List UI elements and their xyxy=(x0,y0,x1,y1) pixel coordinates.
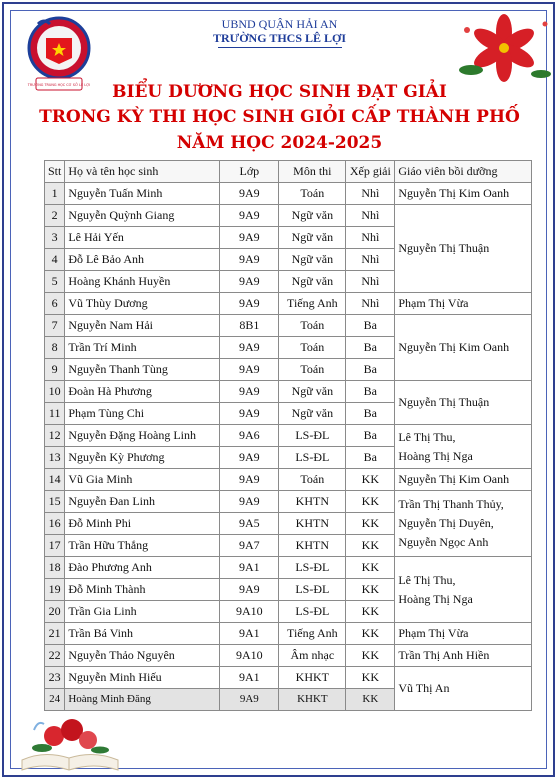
student-name-cell: Đoàn Hà Phương xyxy=(65,381,220,403)
teacher-name-line: Nguyễn Thị Duyên, xyxy=(398,516,494,530)
teacher-cell xyxy=(395,205,532,293)
class-cell: 9A9 xyxy=(220,579,279,601)
teacher-name-line: Lê Thị Thu, xyxy=(398,429,456,444)
class-cell: 9A9 xyxy=(220,359,279,381)
stt-cell: 6 xyxy=(45,293,65,315)
subject-cell: Ngữ văn xyxy=(279,227,346,249)
rank-cell: Ba xyxy=(346,359,395,381)
class-cell: 9A1 xyxy=(220,623,279,645)
student-name-cell: Trần Bá Vinh xyxy=(65,623,220,645)
teacher-cell xyxy=(395,315,532,381)
table-body xyxy=(45,183,532,711)
teacher-name-line: Lê Thị Thu, xyxy=(398,572,456,587)
student-name-cell: Hoàng Khánh Huyền xyxy=(65,271,220,293)
teacher-name-line: Nguyễn Thị Thuận xyxy=(398,241,490,255)
rank-cell: Ba xyxy=(346,403,395,425)
teacher-name-line: Nguyễn Thị Kim Oanh xyxy=(398,186,510,200)
teacher-cell xyxy=(395,557,532,623)
stt-cell: 1 xyxy=(45,183,65,205)
table-row xyxy=(45,623,532,645)
header-stt: Stt xyxy=(45,161,65,183)
teacher-cell xyxy=(395,183,532,205)
table-row xyxy=(45,315,532,337)
title-line-3: NĂM HỌC 2024-2025 xyxy=(176,133,383,153)
teacher-name-line: Nguyễn Thị Kim Oanh xyxy=(398,472,510,486)
student-name-cell: Đào Phương Anh xyxy=(65,557,220,579)
class-cell: 9A10 xyxy=(220,601,279,623)
student-name-cell: Trần Hữu Thắng xyxy=(65,535,220,557)
stt-cell: 10 xyxy=(45,381,65,403)
book-flowers-decoration xyxy=(14,700,124,776)
teacher-cell xyxy=(395,381,532,425)
rank-cell: KK xyxy=(346,557,395,579)
teacher-name-line: Nguyễn Thị Kim Oanh xyxy=(398,340,510,354)
subject-cell: Tiếng Anh xyxy=(279,293,346,315)
rank-cell: Ba xyxy=(346,425,395,447)
student-name-cell: Lê Hải Yến xyxy=(65,227,220,249)
student-name-cell: Trần Trí Minh xyxy=(65,337,220,359)
class-cell: 9A9 xyxy=(220,205,279,227)
subject-cell: Toán xyxy=(279,183,346,205)
student-name-cell: Đỗ Lê Bảo Anh xyxy=(65,249,220,271)
class-cell: 9A9 xyxy=(220,271,279,293)
student-name-cell: Nguyễn Đan Linh xyxy=(65,491,220,513)
stt-cell: 15 xyxy=(45,491,65,513)
table-row xyxy=(45,381,532,403)
table-row xyxy=(45,425,532,447)
rank-cell: Nhì xyxy=(346,249,395,271)
student-name-cell: Nguyễn Kỳ Phương xyxy=(65,447,220,469)
header-rank: Xếp giải xyxy=(346,161,395,183)
teacher-name-line: Trần Thị Anh Hiền xyxy=(398,648,490,662)
table-header-row xyxy=(45,161,532,183)
class-cell: 9A6 xyxy=(220,425,279,447)
header-subject: Môn thi xyxy=(279,161,346,183)
stt-cell: 2 xyxy=(45,205,65,227)
rank-cell: KK xyxy=(346,645,395,667)
subject-cell: KHKT xyxy=(279,667,346,689)
stt-cell: 24 xyxy=(45,689,65,711)
stt-cell: 5 xyxy=(45,271,65,293)
stt-cell: 13 xyxy=(45,447,65,469)
stt-cell: 9 xyxy=(45,359,65,381)
rank-cell: KK xyxy=(346,689,395,711)
teacher-name-line: Nguyễn Thị Thuận xyxy=(398,395,490,409)
title-line-1: BIỂU DƯƠNG HỌC SINH ĐẠT GIẢI xyxy=(112,82,447,102)
subject-cell: Ngữ văn xyxy=(279,403,346,425)
class-cell: 9A7 xyxy=(220,535,279,557)
subject-cell: LS-ĐL xyxy=(279,557,346,579)
student-name-cell: Nguyễn Thảo Nguyên xyxy=(65,645,220,667)
teacher-name-line: Nguyễn Ngọc Anh xyxy=(398,535,489,549)
teacher-name-line: Hoàng Thị Nga xyxy=(398,591,473,606)
class-cell: 9A9 xyxy=(220,227,279,249)
rank-cell: Nhì xyxy=(346,205,395,227)
rank-cell: Ba xyxy=(346,381,395,403)
student-name-cell: Đỗ Minh Thành xyxy=(65,579,220,601)
teacher-name-line: Phạm Thị Vừa xyxy=(398,296,469,310)
stt-cell: 21 xyxy=(45,623,65,645)
class-cell: 8B1 xyxy=(220,315,279,337)
class-cell: 9A9 xyxy=(220,293,279,315)
rank-cell: Nhì xyxy=(346,271,395,293)
header-class: Lớp xyxy=(220,161,279,183)
class-cell: 9A9 xyxy=(220,491,279,513)
poinsettia-decoration xyxy=(457,10,551,90)
stt-cell: 23 xyxy=(45,667,65,689)
table-row xyxy=(45,205,532,227)
class-cell: 9A1 xyxy=(220,667,279,689)
rank-cell: KK xyxy=(346,667,395,689)
stt-cell: 7 xyxy=(45,315,65,337)
class-cell: 9A10 xyxy=(220,645,279,667)
rank-cell: Nhì xyxy=(346,227,395,249)
student-name-cell: Vũ Thùy Dương xyxy=(65,293,220,315)
subject-cell: Ngữ văn xyxy=(279,205,346,227)
stt-cell: 11 xyxy=(45,403,65,425)
subject-cell: Toán xyxy=(279,469,346,491)
rank-cell: Nhì xyxy=(346,183,395,205)
stt-cell: 17 xyxy=(45,535,65,557)
student-name-cell: Nguyễn Nam Hải xyxy=(65,315,220,337)
class-cell: 9A9 xyxy=(220,381,279,403)
teacher-cell xyxy=(395,645,532,667)
rank-cell: Ba xyxy=(346,337,395,359)
teacher-cell xyxy=(395,425,532,469)
awards-table xyxy=(44,160,532,711)
class-cell: 9A9 xyxy=(220,249,279,271)
table-row xyxy=(45,469,532,491)
rank-cell: KK xyxy=(346,601,395,623)
teacher-name-line: Trần Thị Thanh Thủy, xyxy=(398,497,504,511)
subject-cell: Âm nhạc xyxy=(279,645,346,667)
teacher-cell xyxy=(395,491,532,557)
class-cell: 9A9 xyxy=(220,183,279,205)
stt-cell: 12 xyxy=(45,425,65,447)
subject-cell: LS-ĐL xyxy=(279,425,346,447)
teacher-name-line: Hoàng Thị Nga xyxy=(398,448,473,463)
student-name-cell: Nguyễn Đặng Hoàng Linh xyxy=(65,425,220,447)
stt-cell: 20 xyxy=(45,601,65,623)
class-cell: 9A1 xyxy=(220,557,279,579)
header-name: Họ và tên học sinh xyxy=(65,161,220,183)
teacher-cell xyxy=(395,667,532,711)
subject-cell: KHTN xyxy=(279,513,346,535)
subject-cell: KHTN xyxy=(279,491,346,513)
logo-caption: TRƯỜNG TRUNG HỌC CƠ SỞ LÊ LỢI xyxy=(27,83,91,87)
class-cell: 9A9 xyxy=(220,337,279,359)
rank-cell: KK xyxy=(346,535,395,557)
rank-cell: KK xyxy=(346,623,395,645)
school-name: TRƯỜNG THCS LÊ LỢI xyxy=(212,31,347,45)
subject-cell: Toán xyxy=(279,337,346,359)
subject-cell: KHKT xyxy=(279,689,346,711)
subject-cell: LS-ĐL xyxy=(279,447,346,469)
stt-cell: 4 xyxy=(45,249,65,271)
class-cell: 9A9 xyxy=(220,689,279,711)
header-teacher: Giáo viên bồi dưỡng xyxy=(395,161,532,183)
table-row xyxy=(45,491,532,513)
teacher-name-line: Vũ Thị An xyxy=(398,681,450,695)
rank-cell: KK xyxy=(346,579,395,601)
district-name: UBND QUẬN HẢI AN xyxy=(221,17,338,31)
student-name-cell: Nguyễn Tuấn Minh xyxy=(65,183,220,205)
rank-cell: KK xyxy=(346,469,395,491)
stt-cell: 8 xyxy=(45,337,65,359)
class-cell: 9A5 xyxy=(220,513,279,535)
student-name-cell: Phạm Tùng Chi xyxy=(65,403,220,425)
teacher-name-line: Phạm Thị Vừa xyxy=(398,626,469,640)
rank-cell: Ba xyxy=(346,315,395,337)
student-name-cell: Trần Gia Linh xyxy=(65,601,220,623)
subject-cell: Ngữ văn xyxy=(279,271,346,293)
stt-cell: 19 xyxy=(45,579,65,601)
stt-cell: 18 xyxy=(45,557,65,579)
table-row xyxy=(45,183,532,205)
table-row xyxy=(45,293,532,315)
student-name-cell: Vũ Gia Minh xyxy=(65,469,220,491)
subject-cell: Toán xyxy=(279,359,346,381)
stt-cell: 16 xyxy=(45,513,65,535)
rank-cell: KK xyxy=(346,491,395,513)
stt-cell: 22 xyxy=(45,645,65,667)
student-name-cell: Nguyễn Quỳnh Giang xyxy=(65,205,220,227)
student-name-cell: Nguyễn Thanh Tùng xyxy=(65,359,220,381)
rank-cell: Ba xyxy=(346,447,395,469)
subject-cell: Ngữ văn xyxy=(279,381,346,403)
class-cell: 9A9 xyxy=(220,447,279,469)
student-name-cell: Hoàng Minh Đăng xyxy=(65,689,220,711)
stt-cell: 14 xyxy=(45,469,65,491)
table-row xyxy=(45,557,532,579)
teacher-cell xyxy=(395,623,532,645)
subject-cell: KHTN xyxy=(279,535,346,557)
subject-cell: Toán xyxy=(279,315,346,337)
subject-cell: LS-ĐL xyxy=(279,601,346,623)
subject-cell: Tiếng Anh xyxy=(279,623,346,645)
subject-cell: LS-ĐL xyxy=(279,579,346,601)
subject-cell: Ngữ văn xyxy=(279,249,346,271)
school-name-underline xyxy=(218,47,342,48)
title-line-2: TRONG KỲ THI HỌC SINH GIỎI CẤP THÀNH PHỐ xyxy=(39,107,520,127)
class-cell: 9A9 xyxy=(220,469,279,491)
table-row xyxy=(45,645,532,667)
class-cell: 9A9 xyxy=(220,403,279,425)
student-name-cell: Nguyễn Minh Hiếu xyxy=(65,667,220,689)
teacher-cell xyxy=(395,469,532,491)
teacher-cell xyxy=(395,293,532,315)
stt-cell: 3 xyxy=(45,227,65,249)
rank-cell: Nhì xyxy=(346,293,395,315)
table-row xyxy=(45,667,532,689)
rank-cell: KK xyxy=(346,513,395,535)
student-name-cell: Đỗ Minh Phi xyxy=(65,513,220,535)
